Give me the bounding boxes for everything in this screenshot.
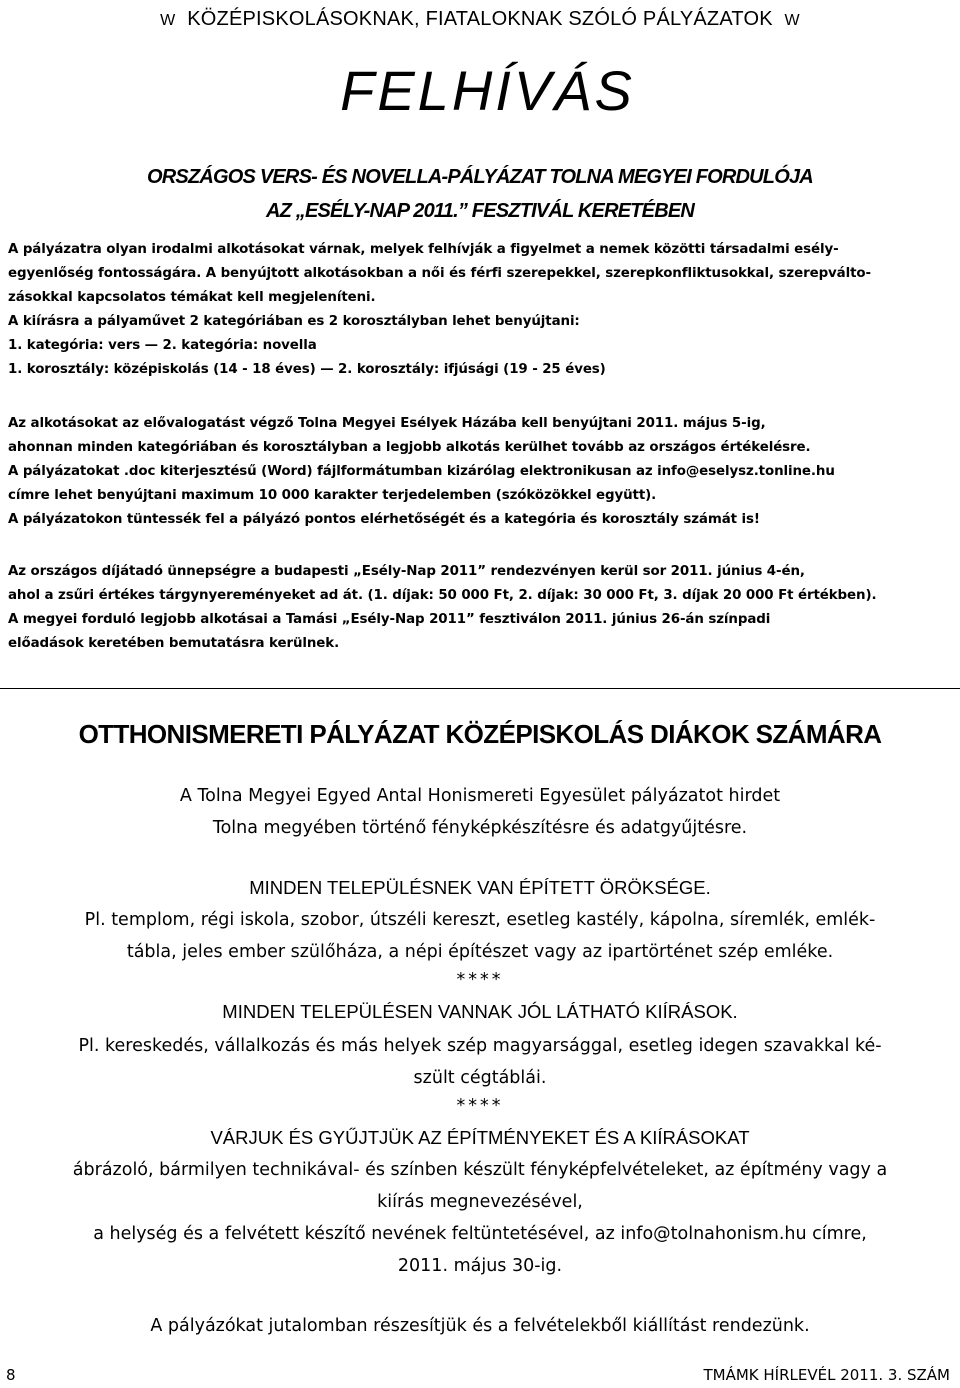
section-title: OTTHONISMERETI PÁLYÁZAT KÖZÉPISKOLÁS DIÁKOK SZÁMÁRA	[78, 719, 882, 749]
text-line: zásokkal kapcsolatos témákat kell megjeleníteni.	[8, 290, 376, 305]
subtitle-line: ORSZÁGOS VERS- ÉS NOVELLA-PÁLYÁZAT TOLNA MEGYEI FORDULÓJA	[147, 166, 813, 188]
text-line: A pályázatokat .doc kiterjesztésű (Word) fájlformátumban kizárólag elektronikusan az info@eselysz.tonline.hu	[8, 464, 835, 479]
page-title: FELHÍVÁS	[340, 59, 635, 122]
submission-details	[0, 1154, 960, 1282]
text-line: A pályázatra olyan irodalmi alkotásokat várnak, melyek felhívják a figyelmet a nemek közötti társadalmi esély-	[8, 242, 839, 257]
text-line: Az országos díjátadó ünnepségre a budapesti „Esély-Nap 2011” rendezvényen kerül sor 2011. június 4-én,	[8, 564, 805, 579]
running-title: KÖZÉPISKOLÁSOKNAK, FIATALOKNAK SZÓLÓ PÁLYÁZATOK	[187, 8, 773, 30]
text-line: tábla, jeles ember szülőháza, a népi építészet vagy az ipartörténet szép emléke.	[126, 942, 834, 962]
separator-stars: ****	[456, 1096, 504, 1116]
contest-subtitle	[0, 160, 960, 228]
text-line: szült cégtáblái.	[413, 1068, 547, 1088]
publication-info: TMÁMK HÍRLEVÉL 2011. 3. SZÁM	[703, 1366, 950, 1384]
announcement-intro	[0, 780, 960, 844]
text-line: Az alkotásokat az elővalogatást végző Tolna Megyei Esélyek Házába kell benyújtani 2011. május 5-ig,	[8, 416, 766, 431]
closing-line: A pályázókat jutalomban részesítjük és a felvételekből kiállítást rendezünk.	[150, 1316, 810, 1336]
header-marker-right: W	[784, 12, 800, 29]
award-paragraph	[8, 560, 952, 656]
text-line: címre lehet benyújtani maximum 10 000 karakter terjedelemben (szóközökkel együtt).	[8, 488, 657, 503]
text-line: 2011. május 30-ig.	[397, 1256, 563, 1276]
subtitle-line: AZ „ESÉLY-NAP 2011.” FESZTIVÁL KERETÉBEN	[265, 200, 695, 222]
text-line: ahol a zsűri értékes tárgynyereményeket ad át. (1. díjak: 50 000 Ft, 2. díjak: 30 000 Ft, 3. díjak 20 000 Ft értékben).	[8, 588, 877, 603]
examples-signs	[0, 1030, 960, 1094]
text-line: A pályázatokon tüntessék fel a pályázó pontos elérhetőségét és a kategória és korosztály számát is!	[8, 512, 760, 527]
page-number: 8	[6, 1366, 16, 1384]
separator-stars: ****	[456, 970, 504, 990]
running-header	[0, 8, 960, 31]
text-line: 1. kategória: vers — 2. kategória: novella	[8, 338, 317, 353]
text-line: A Tolna Megyei Egyed Antal Honismereti Egyesület pályázatot hirdet	[179, 786, 781, 806]
section-divider	[0, 688, 960, 689]
text-line: 1. korosztály: középiskolás (14 - 18 éves) — 2. korosztály: ifjúsági (19 - 25 éves)	[8, 362, 606, 377]
text-line: Pl. templom, régi iskola, szobor, útszéli kereszt, esetleg kastély, kápolna, síremlék, emlék-	[84, 910, 876, 930]
heading-built-heritage: MINDEN TELEPÜLÉSNEK VAN ÉPÍTETT ÖRÖKSÉGE.	[249, 877, 711, 898]
text-line: előadások keretében bemutatásra kerülnek.	[8, 636, 340, 651]
header-marker-left: W	[160, 12, 176, 29]
intro-paragraph	[8, 238, 952, 382]
submission-paragraph	[8, 412, 952, 532]
examples-built-heritage	[0, 904, 960, 968]
text-line: egyenlőség fontosságára. A benyújtott alkotásokban a női és férfi szerepekkel, szerepkonfliktusokkal, szerepválto-	[8, 266, 871, 281]
text-line: A megyei forduló legjobb alkotásai a Tamási „Esély-Nap 2011” fesztiválon 2011. június 26-án színpadi	[8, 612, 771, 627]
heading-signs: MINDEN TELEPÜLÉSEN VANNAK JÓL LÁTHATÓ KIÍRÁSOK.	[222, 1001, 738, 1022]
text-line: a helység és a felvétett készítő nevének feltüntetésével, az info@tolnahonism.hu címre,	[93, 1224, 867, 1244]
text-line: A kiírásra a pályaművet 2 kategóriában es 2 korosztályban lehet benyújtani:	[8, 314, 580, 329]
text-line: kiírás megnevezésével,	[377, 1192, 583, 1212]
text-line: ahonnan minden kategóriában és korosztályban a legjobb alkotás kerülhet tovább az országos értékelésre.	[8, 440, 811, 455]
heading-collection: VÁRJUK ÉS GYŰJTJÜK AZ ÉPÍTMÉNYEKET ÉS A KIÍRÁSOKAT	[210, 1127, 750, 1148]
text-line: ábrázoló, bármilyen technikával- és színben készült fényképfelvételeket, az építmény vagy a	[72, 1160, 888, 1180]
text-line: Tolna megyében történő fényképkészítésre és adatgyűjtésre.	[212, 818, 748, 838]
text-line: Pl. kereskedés, vállalkozás és más helyek szép magyarsággal, esetleg idegen szavakkal ké-	[78, 1036, 882, 1056]
